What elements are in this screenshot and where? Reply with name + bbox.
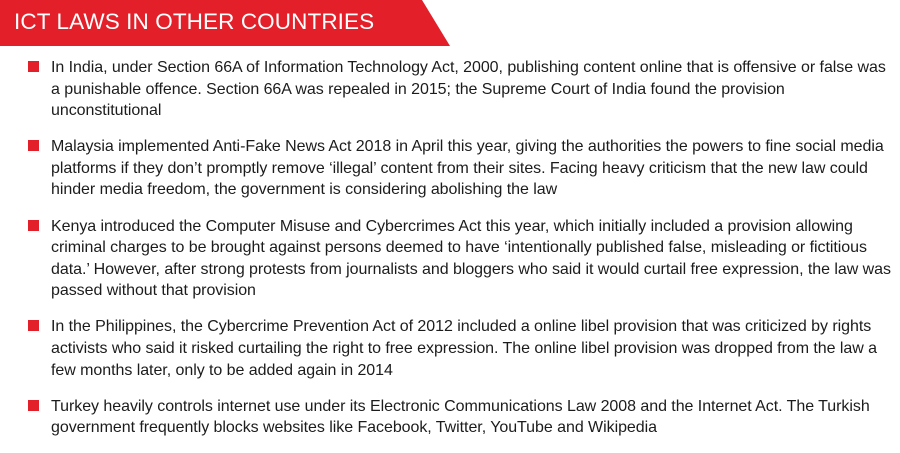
list-item-text: Malaysia implemented Anti-Fake News Act 2018 in April this year, giving the authorities the powers to fine social media platforms if they don’t promptly remove ‘illegal’ content from their sites. Facing heavy criticism that the new law could hinder media freedom, the government is considering abolishing the law [51,138,884,199]
list-item [0,396,892,439]
list-item [0,57,892,122]
page-title: ICT LAWS IN OTHER COUNTRIES [14,9,375,34]
list-item-text: Kenya introduced the Computer Misuse and Cybercrimes Act this year, which initially included a provision allowing criminal charges to be brought against persons deemed to have ‘intentionally published false, misleading or fictitious data.’ However, after strong protests from journalists and bloggers who said it would curtail free expression, the law was passed without that provision [51,217,891,300]
list-item-text: In the Philippines, the Cybercrime Prevention Act of 2012 included a online libel provision that was criticized by rights activists who said it risked curtailing the right to free expression. The online libel provision was dropped from the law a few months later, only to be added again in 2014 [51,318,877,379]
law-list [0,57,900,453]
list-item [0,316,892,381]
square-bullet-icon [28,320,39,331]
square-bullet-icon [28,400,39,411]
square-bullet-icon [28,140,39,151]
square-bullet-icon [28,61,39,72]
list-item [0,216,892,302]
list-item [0,136,892,201]
square-bullet-icon [28,220,39,231]
list-item-text: In India, under Section 66A of Information Technology Act, 2000, publishing content online that is offensive or false was a punishable offence. Section 66A was repealed in 2015; the Supreme Court of India found the provision unconstitutional [51,59,886,120]
list-item-text: Turkey heavily controls internet use under its Electronic Communications Law 2008 and the Internet Act. The Turkish government frequently blocks websites like Facebook, Twitter, YouTube and Wikipedia [51,397,870,437]
